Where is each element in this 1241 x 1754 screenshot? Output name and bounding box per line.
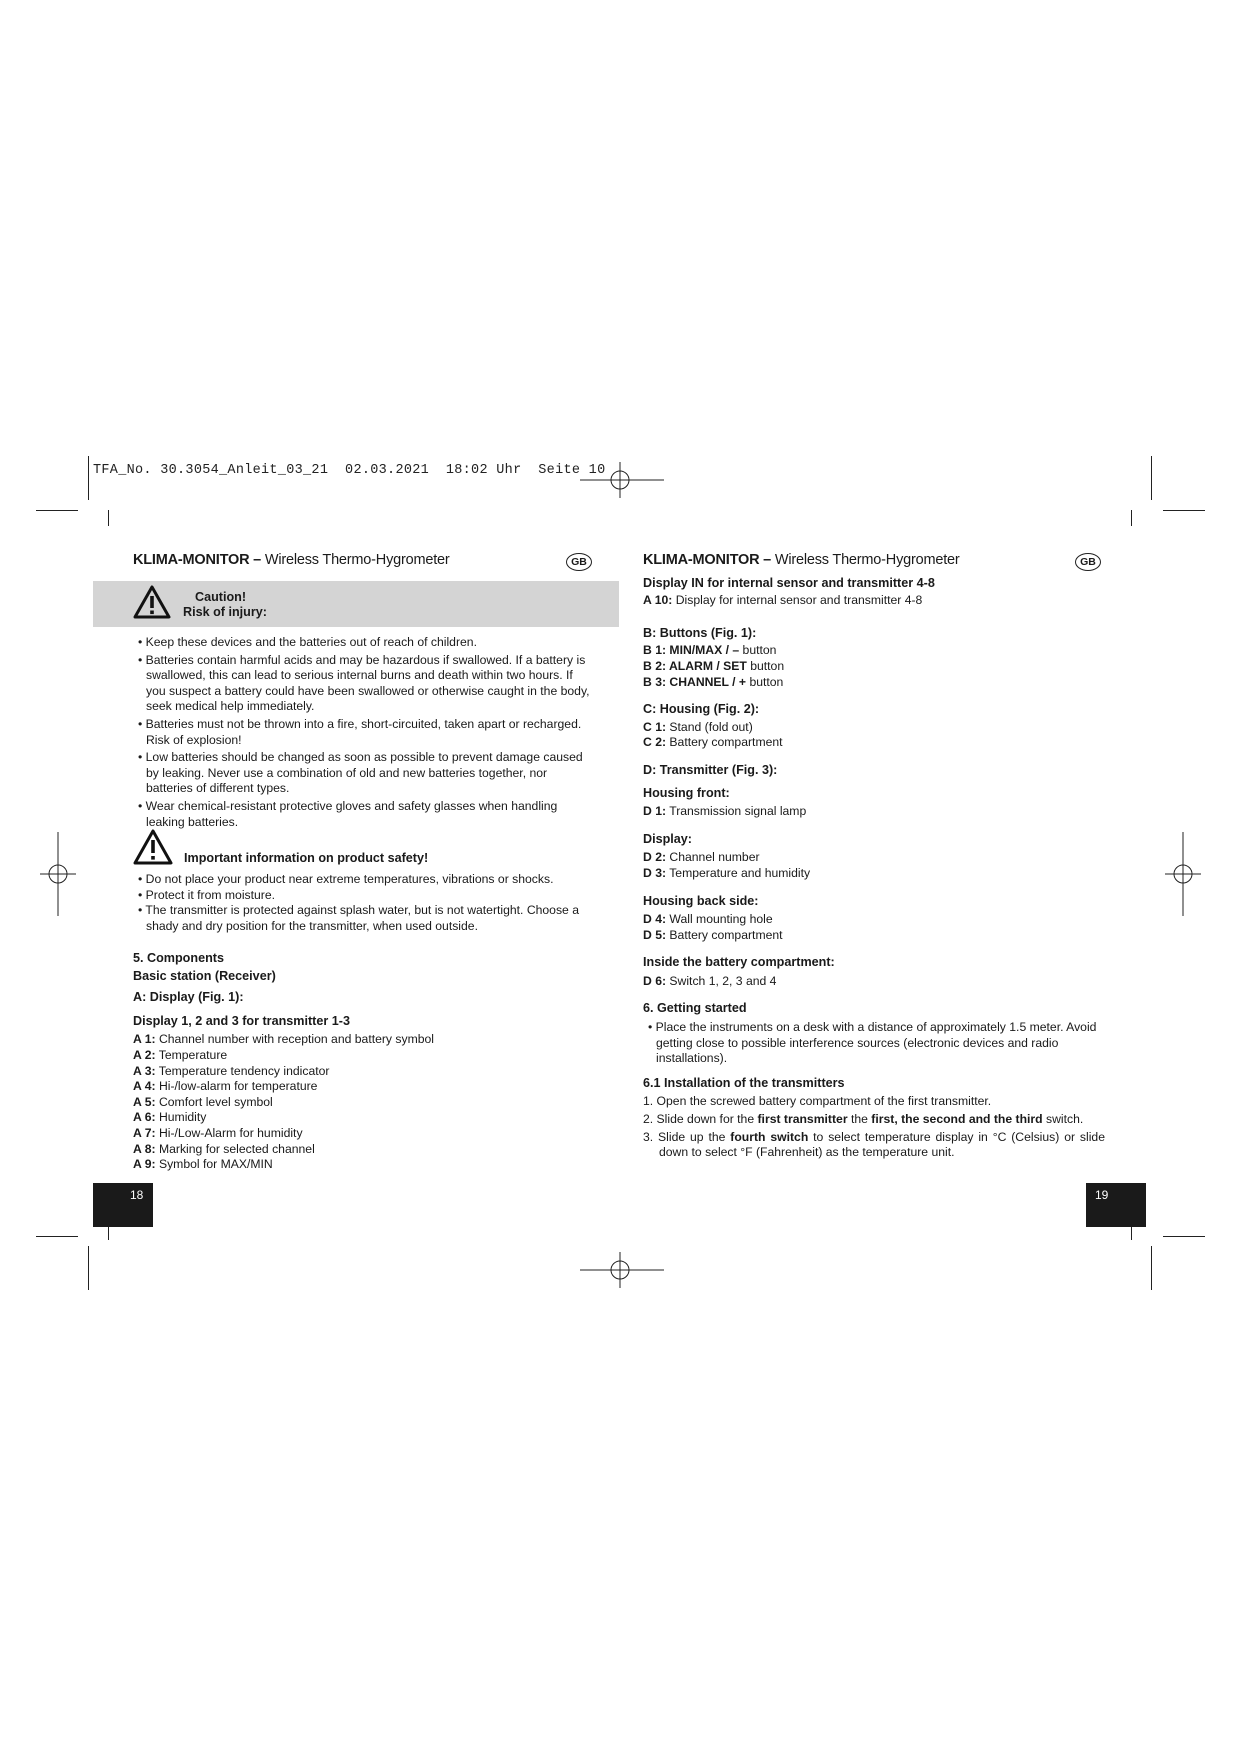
registration-mark-left-icon <box>40 832 76 916</box>
page-number: 19 <box>1095 1188 1109 1202</box>
registration-mark-bottom-icon <box>580 1252 664 1288</box>
list-item: A 6: Humidity <box>133 1110 207 1125</box>
list-item: A 5: Comfort level symbol <box>133 1094 273 1109</box>
list-item: B 2: ALARM / SET button <box>643 658 785 673</box>
list-item: A 10: Display for internal sensor and transmitter 4-8 <box>643 593 923 608</box>
list-item: D 4: Wall mounting hole <box>643 912 773 927</box>
caution-list <box>133 635 595 830</box>
list-item: • Place the instruments on a desk with a distance of approximately 1.5 meter. Avoid getting close to possible interference sources (electronic devices and radio installations). <box>648 1020 1097 1066</box>
list-item: • Wear chemical-resistant protective gloves and safety glasses when handling leaking batteries. <box>138 798 558 829</box>
page-number-box <box>93 1183 153 1227</box>
page-number: 18 <box>130 1188 144 1202</box>
section-heading: 5. Components <box>133 951 224 965</box>
print-slug: TFA_No. 30.3054_Anleit_03_21 02.03.2021 18:02 Uhr Seite 10 <box>93 463 606 478</box>
safety-heading: Important information on product safety! <box>184 851 429 865</box>
list-item: A 4: Hi-/low-alarm for temperature <box>133 1079 318 1094</box>
caution-banner <box>93 581 619 627</box>
list-item: • Do not place your product near extreme temperatures, vibrations or shocks. <box>138 872 554 886</box>
subsection-heading: A: Display (Fig. 1): <box>133 990 244 1005</box>
crop-mark <box>1163 1236 1205 1237</box>
list-item: • Batteries contain harmful acids and may be hazardous if swallowed. If a battery is swallowed, this can lead to serious internal burns and death within two hours. If you suspect a battery could have been swallowed or otherwise caught in the body, seek medical help immediately. <box>138 652 590 714</box>
list-item: • Keep these devices and the batteries out of reach of children. <box>138 635 477 649</box>
list-item: D 2: Channel number <box>643 850 760 865</box>
page-number-box <box>1086 1183 1146 1227</box>
list-item: C 1: Stand (fold out) <box>643 719 753 734</box>
list-item: 1. Open the screwed battery compartment of the first transmitter. <box>643 1094 992 1109</box>
subsection-heading: Display: <box>643 831 692 846</box>
page-title: KLIMA-MONITOR – Wireless Thermo-Hygrometer <box>643 552 960 568</box>
subsection-heading: Housing back side: <box>643 893 759 908</box>
crop-mark <box>36 510 78 511</box>
registration-mark-right-icon <box>1165 832 1201 916</box>
list-item: D 6: Switch 1, 2, 3 and 4 <box>643 973 777 988</box>
list-item: D 1: Transmission signal lamp <box>643 804 807 819</box>
subsection-heading: Housing front: <box>643 785 730 800</box>
safety-list <box>133 872 595 934</box>
crop-mark <box>1163 510 1205 511</box>
list-item: B 1: MIN/MAX / – button <box>643 643 777 658</box>
list-item: • The transmitter is protected against splash water, but is not watertight. Choose a shady and dry position for the transmitter, when used outside. <box>138 903 579 933</box>
subsection-heading: D: Transmitter (Fig. 3): <box>643 762 778 777</box>
warning-icon <box>133 585 171 619</box>
subsection-heading: B: Buttons (Fig. 1): <box>643 625 757 640</box>
crop-mark <box>1151 456 1152 500</box>
warning-icon <box>133 829 173 865</box>
right-page <box>643 553 1105 1161</box>
page-title: KLIMA-MONITOR – Wireless Thermo-Hygrometer <box>133 552 450 568</box>
subsection-heading: Basic station (Receiver) <box>133 968 276 983</box>
crop-mark <box>88 456 89 500</box>
list-item: A 9: Symbol for MAX/MIN <box>133 1157 273 1172</box>
list-item: D 5: Battery compartment <box>643 927 783 942</box>
crop-mark <box>108 510 109 526</box>
list-item: D 3: Temperature and humidity <box>643 865 811 880</box>
language-badge: GB <box>566 553 592 571</box>
list-item: C 2: Battery compartment <box>643 735 783 750</box>
a-items-list <box>133 1032 595 1172</box>
section-heading: 6. Getting started <box>643 1001 747 1016</box>
subsection-heading: Inside the battery compartment: <box>643 955 835 970</box>
list-item: B 3: CHANNEL / + button <box>643 674 784 689</box>
caution-heading: Caution! Risk of injury: <box>183 590 267 619</box>
subsection-heading: 6.1 Installation of the transmitters <box>643 1075 845 1090</box>
list-item: • Protect it from moisture. <box>138 887 276 902</box>
list-item: • Low batteries should be changed as soon as possible to prevent damage caused by leaking. Never use a combination of old and new batteries together, nor batteries of different types. <box>138 750 583 796</box>
list-item: 2. Slide down for the first transmitter the first, the second and the third switch. <box>643 1112 1084 1127</box>
list-item: A 1: Channel number with reception and battery symbol <box>133 1032 435 1047</box>
subsection-heading: Display IN for internal sensor and transmitter 4-8 <box>643 575 935 590</box>
list-item: 3. Slide up the fourth switch to select temperature display in °C (Celsius) or slide down to select °F (Fahrenheit) as the temperature unit. <box>643 1129 1105 1160</box>
list-item: A 8: Marking for selected channel <box>133 1141 315 1156</box>
crop-mark <box>36 1236 78 1237</box>
list-item: • Batteries must not be thrown into a fire, short-circuited, taken apart or recharged. Risk of explosion! <box>138 716 582 747</box>
crop-mark <box>88 1246 89 1290</box>
language-badge: GB <box>1075 553 1101 571</box>
subsection-heading: Display 1, 2 and 3 for transmitter 1-3 <box>133 1013 350 1028</box>
crop-mark <box>1131 510 1132 526</box>
crop-mark <box>1151 1246 1152 1290</box>
list-item: A 3: Temperature tendency indicator <box>133 1063 330 1078</box>
list-item: A 7: Hi-/Low-Alarm for humidity <box>133 1125 303 1140</box>
components-section <box>133 951 595 1173</box>
list-item: A 2: Temperature <box>133 1047 228 1062</box>
subsection-heading: C: Housing (Fig. 2): <box>643 702 760 717</box>
